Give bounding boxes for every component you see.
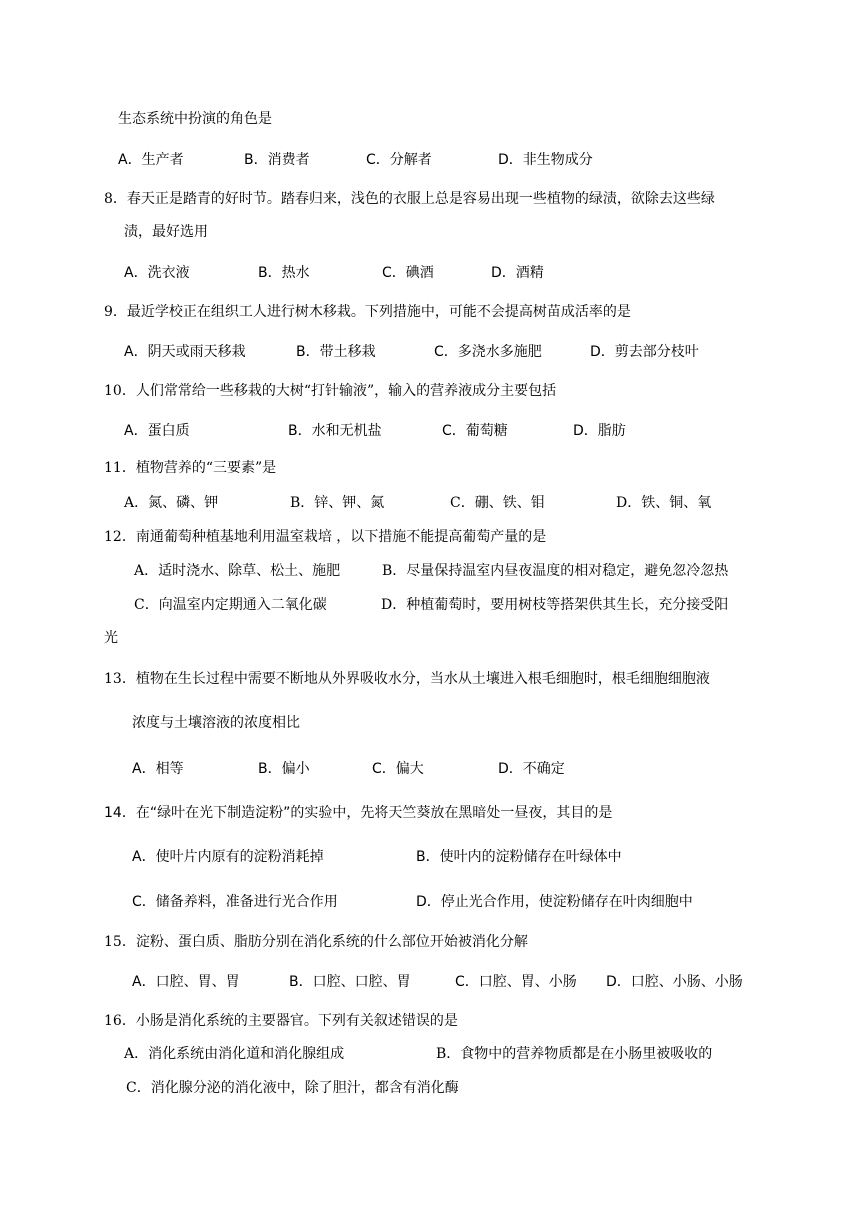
- q7-option-b: B．消费者: [244, 152, 310, 168]
- q10-option-a: A．蛋白质: [124, 423, 190, 439]
- q15-option-b: B．口腔、口腔、胃: [289, 974, 411, 990]
- q8-option-a: A．洗衣液: [124, 265, 190, 281]
- q10-option-d: D．脂肪: [573, 423, 626, 439]
- q13-stem-line1-part2: 当水从土壤进入根毛细胞时，根毛细胞细胞液: [429, 671, 710, 687]
- q9-option-c: C．多浇水多施肥: [434, 344, 542, 360]
- q8-stem-line2: 渍，最好选用: [124, 224, 208, 240]
- q9-option-d: D．剪去部分枝叶: [590, 344, 699, 360]
- q8-option-b: B．热水: [258, 265, 310, 281]
- q12-stem: 12．南通葡萄种植基地利用温室栽培 ，以下措施不能提高葡萄产量的是: [104, 529, 547, 545]
- q16-option-a: A．消化系统由消化道和消化腺组成: [124, 1046, 345, 1062]
- q7-option-c: C．分解者: [366, 152, 432, 168]
- q15-option-a: A．口腔、胃、胃: [132, 974, 240, 990]
- q16-option-c: C．消化腺分泌的消化液中，除了胆汁，都含有消化酶: [126, 1080, 459, 1096]
- q9-option-b: B．带土移栽: [296, 344, 376, 360]
- q15-option-d: D．口腔、小肠、小肠: [606, 974, 743, 990]
- q13-option-d: D．不确定: [498, 761, 565, 777]
- q9-option-a: A．阴天或雨天移栽: [124, 344, 246, 360]
- q11-option-b: B．锌、钾、氮: [290, 495, 385, 511]
- q14-option-c: C．储备养料，准备进行光合作用: [132, 894, 338, 910]
- q8-option-c: C．碘酒: [382, 265, 434, 281]
- q12-option-a: A．适时浇水、除草、松土、施肥: [134, 563, 341, 579]
- q10-option-b: B．水和无机盐: [288, 423, 382, 439]
- q16-stem: 16．小肠是消化系统的主要器官。下列有关叙述错误的是: [104, 1013, 458, 1029]
- q11-option-a: A．氮、磷、钾: [124, 495, 219, 511]
- q13-stem-line1-part1: 13．植物在生长过程中需要不断地从外界吸收水分，: [104, 671, 430, 687]
- q11-option-c: C．硼、铁、钼: [450, 495, 545, 511]
- q15-option-c: C．口腔、胃、小肠: [455, 974, 577, 990]
- q15-stem: 15．淀粉、蛋白质、脂肪分别在消化系统的什么部位开始被消化分解: [104, 934, 528, 950]
- q7-continuation: 生态系统中扮演的角色是: [118, 111, 272, 127]
- q14-stem: 14．在“绿叶在光下制造淀粉”的实验中，先将天竺葵放在黑暗处一昼夜，其目的是: [104, 805, 613, 821]
- q14-option-d: D．停止光合作用，使淀粉储存在叶肉细胞中: [416, 894, 693, 910]
- q8-stem-line1: 8．春天正是踏青的好时节。踏春归来，浅色的衣服上总是容易出现一些植物的绿渍，欲除去这些绿: [104, 191, 715, 207]
- q13-option-c: C．偏大: [372, 761, 424, 777]
- q13-option-a: A．相等: [132, 761, 184, 777]
- q11-option-d: D．铁、铜、氧: [616, 495, 712, 511]
- q14-option-b: B．使叶内的淀粉储存在叶绿体中: [416, 849, 622, 865]
- q7-option-a: A．生产者: [118, 152, 184, 168]
- q14-option-a: A．使叶片内原有的淀粉消耗掉: [132, 849, 324, 865]
- q13-option-b: B．偏小: [258, 761, 310, 777]
- q12-option-b: B．尽量保持温室内昼夜温度的相对稳定，避免忽冷忽热: [382, 563, 729, 579]
- q11-stem: 11．植物营养的“三要素”是: [104, 460, 277, 476]
- q13-stem-line2: 浓度与土壤溶液的浓度相比: [132, 715, 300, 731]
- q12-option-d: D．种植葡萄时，要用树枝等搭架供其生长，充分接受阳: [381, 597, 729, 613]
- q9-stem: 9．最近学校正在组织工人进行树木移栽。下列措施中，可能不会提高树苗成活率的是: [104, 304, 631, 320]
- q12-option-d-wrap: 光: [104, 630, 118, 646]
- q8-option-d: D．酒精: [491, 265, 544, 281]
- q16-option-b: B．食物中的营养物质都是在小肠里被吸收的: [436, 1046, 713, 1062]
- q10-option-c: C．葡萄糖: [442, 423, 508, 439]
- q12-option-c: C．向温室内定期通入二氧化碳: [134, 597, 327, 613]
- q10-stem: 10．人们常常给一些移栽的大树“打针输液”，输入的营养液成分主要包括: [104, 383, 557, 399]
- q13-stem-line1: [104, 669, 710, 689]
- q7-option-d: D．非生物成分: [498, 152, 593, 168]
